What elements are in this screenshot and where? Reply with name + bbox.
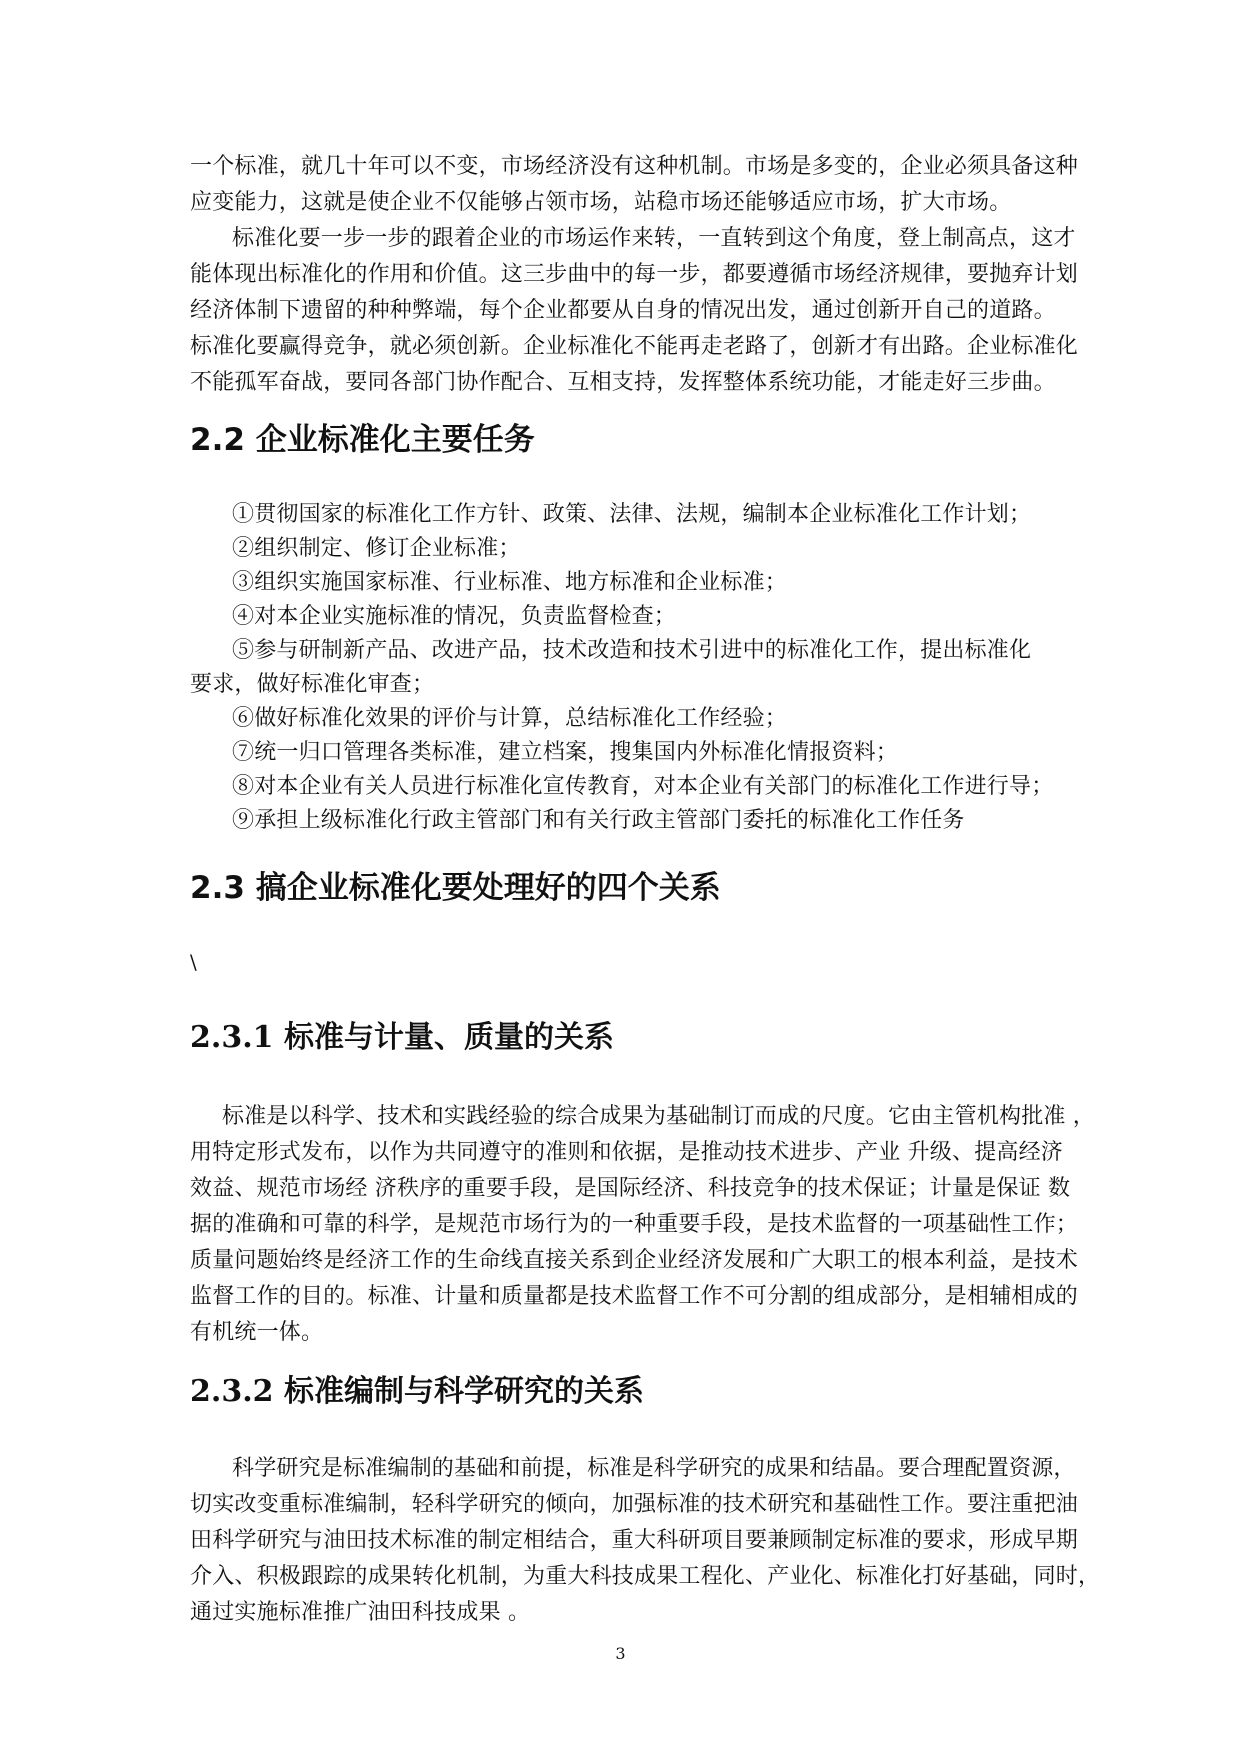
intro-line: 应变能力，这就是使企业不仅能够占领市场，站稳市场还能够适应市场，扩大市场。 xyxy=(190,190,1012,215)
task-item: ⑨承担上级标准化行政主管部门和有关行政主管部门委托的标准化工作任务 xyxy=(232,808,965,833)
paragraph-line: 监督工作的目的。标准、计量和质量都是技术监督工作不可分割的组成部分，是相辅相成的 xyxy=(190,1284,1079,1309)
paragraph-line: 效益、规范市场经 济秩序的重要手段，是国际经济、科技竞争的技术保证；计量是保证 数 xyxy=(190,1176,1071,1201)
paragraph-line: 科学研究是标准编制的基础和前提，标准是科学研究的成果和结晶。要合理配置资源， xyxy=(232,1456,1076,1481)
section-heading-2-3: 2.3 搞企业标准化要处理好的四个关系 xyxy=(190,870,721,906)
intro-line: 标准化要一步一步的跟着企业的市场运作来转，一直转到这个角度，登上制高点，这才 xyxy=(232,226,1076,251)
paragraph-line: 通过实施标准推广油田科技成果 。 xyxy=(190,1600,531,1625)
paragraph-line: 有机统一体。 xyxy=(190,1320,324,1345)
task-item: ③组织实施国家标准、行业标准、地方标准和企业标准； xyxy=(232,570,788,595)
paragraph-line: 用特定形式发布，以作为共同遵守的准则和依据，是推动技术进步、产业 升级、提高经济 xyxy=(190,1140,1063,1165)
task-item: ⑦统一归口管理各类标准，建立档案，搜集国内外标准化情报资料； xyxy=(232,740,899,765)
task-item: ①贯彻国家的标准化工作方针、政策、法律、法规，编制本企业标准化工作计划； xyxy=(232,502,1032,527)
paragraph-line: 标准是以科学、技术和实践经验的综合成果为基础制订而成的尺度。它由主管机构批准 ， xyxy=(222,1104,1095,1129)
stray-character: \ xyxy=(190,950,197,974)
intro-line: 一个标准，就几十年可以不变，市场经济没有这种机制。市场是多变的，企业必须具备这种 xyxy=(190,154,1079,179)
paragraph-line: 田科学研究与油田技术标准的制定相结合，重大科研项目要兼顾制定标准的要求，形成早期 xyxy=(190,1528,1079,1553)
task-item: ⑧对本企业有关人员进行标准化宣传教育，对本企业有关部门的标准化工作进行导； xyxy=(232,774,1054,799)
task-item-continuation: 要求，做好标准化审查； xyxy=(190,672,435,697)
paragraph-line: 切实改变重标准编制，轻科学研究的倾向，加强标准的技术研究和基础性工作。要注重把油 xyxy=(190,1492,1079,1517)
paragraph-line: 质量问题始终是经济工作的生命线直接关系到企业经济发展和广大职工的根本利益，是技术 xyxy=(190,1248,1079,1273)
section-heading-2-3-1: 2.3.1 标准与计量、质量的关系 xyxy=(190,1020,614,1055)
paragraph-line: 据的准确和可靠的科学，是规范市场行为的一种重要手段，是技术监督的一项基础性工作； xyxy=(190,1212,1079,1237)
paragraph-line: 介入、积极跟踪的成果转化机制，为重大科技成果工程化、产业化、标准化打好基础，同时， xyxy=(190,1564,1101,1589)
task-item: ⑥做好标准化效果的评价与计算，总结标准化工作经验； xyxy=(232,706,788,731)
intro-line: 标准化要赢得竞争，就必须创新。企业标准化不能再走老路了，创新才有出路。企业标准化 xyxy=(190,334,1079,359)
intro-line: 经济体制下遗留的种种弊端，每个企业都要从自身的情况出发，通过创新开自己的道路。 xyxy=(190,298,1056,323)
task-item: ②组织制定、修订企业标准； xyxy=(232,536,521,561)
intro-line: 不能孤军奋战，要同各部门协作配合、互相支持，发挥整体系统功能，才能走好三步曲。 xyxy=(190,370,1056,395)
page-number: 3 xyxy=(615,1644,626,1663)
intro-line: 能体现出标准化的作用和价值。这三步曲中的每一步，都要遵循市场经济规律，要抛弃计划 xyxy=(190,262,1079,287)
task-item: ④对本企业实施标准的情况，负责监督检查； xyxy=(232,604,677,629)
section-heading-2-3-2: 2.3.2 标准编制与科学研究的关系 xyxy=(190,1374,644,1409)
section-heading-2-2: 2.2 企业标准化主要任务 xyxy=(190,422,535,458)
task-item: ⑤参与研制新产品、改进产品，技术改造和技术引进中的标准化工作，提出标准化 xyxy=(232,638,1032,663)
